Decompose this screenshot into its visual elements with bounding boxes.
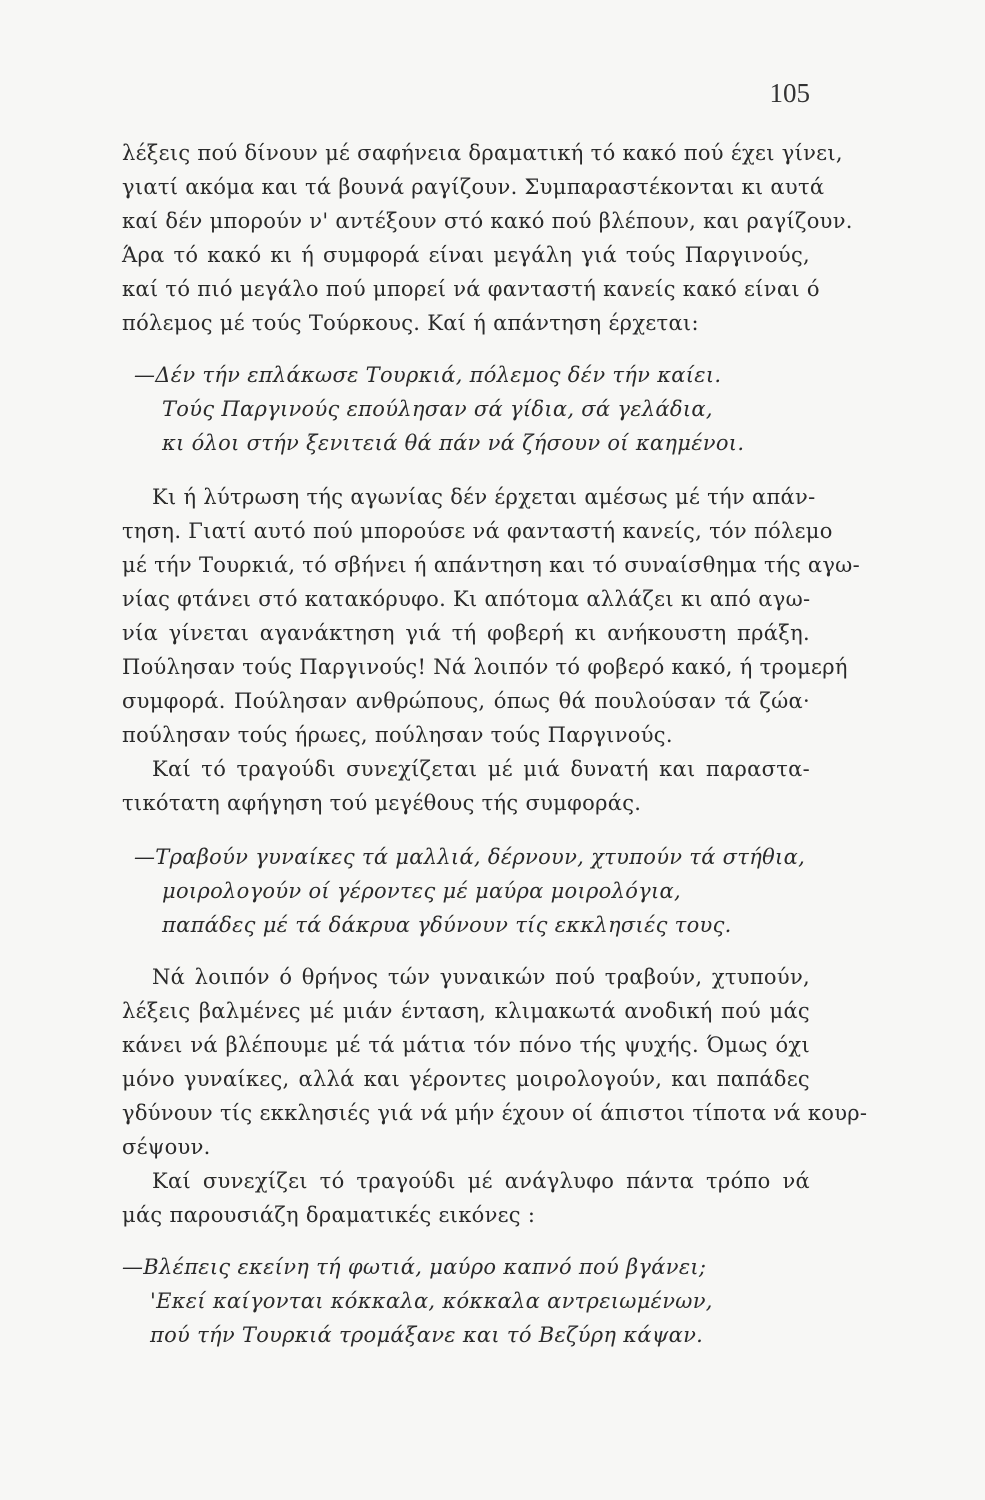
verse-line: —Τραβούν γυναίκες τά μαλλιά, δέρνουν, χτυπούν τά στήθια, [134,845,806,869]
text-line: Κι ή λύτρωση τής αγωνίας δέν έρχεται αμέσως μέ τήν απάν- [152,485,816,509]
text-line: μέ τήν Τουρκιά, τό σβήνει ή απάντηση και τό συναίσθημα τής αγω- [122,553,861,577]
text-line: πούλησαν τούς ήρωες, πούλησαν τούς Παργινούς. [122,723,673,747]
text-line: καί τό πιό μεγάλο πού μπορεί νά φανταστή κανείς κακό είναι ό [122,277,820,301]
text-line: κάνει νά βλέπουμε μέ τά μάτια τόν πόνο τής ψυχής. Όμως όχι [122,1033,810,1057]
verse-line: πού τήν Τουρκιά τρομάξανε και τό Βεζύρη κάψαν. [150,1323,704,1347]
verse-line: —Βλέπεις εκείνη τή φωτιά, μαύρο καπνό πού βγάνει; [122,1255,707,1279]
verse-line: παπάδες μέ τά δάκρυα γδύνουν τίς εκκλησιές τους. [162,913,732,937]
text-line: Πούλησαν τούς Παργινούς! Νά λοιπόν τό φοβερό κακό, ή τρομερή [122,655,848,679]
text-line: μάς παρουσιάζη δραματικές εικόνες : [122,1203,536,1227]
text-line: γδύνουν τίς εκκλησιές γιά νά μήν έχουν οί άπιστοι τίποτα νά κουρ- [122,1101,868,1125]
text-line: γιατί ακόμα και τά βουνά ραγίζουν. Συμπαραστέκονται κι αυτά [122,175,825,199]
text-line: μόνο γυναίκες, αλλά και γέροντες μοιρολογούν, και παπάδες [122,1067,810,1091]
text-line: Καί τό τραγούδι συνεχίζεται μέ μιά δυνατή και παραστα- [152,757,810,781]
text-line: τικότατη αφήγηση τού μεγέθους τής συμφοράς. [122,791,642,815]
verse-line: 'Εκεί καίγονται κόκκαλα, κόκκαλα αντρειωμένων, [150,1289,713,1313]
text-line: Νά λοιπόν ό θρήνος τών γυναικών πού τραβούν, χτυπούν, [152,965,810,989]
text-line: Καί συνεχίζει τό τραγούδι μέ ανάγλυφο πάντα τρόπο νά [152,1169,810,1193]
text-line: νίας φτάνει στό κατακόρυφο. Κι απότομα αλλάζει κι από αγω- [122,587,811,611]
verse-line: Τούς Παργινούς επούλησαν σά γίδια, σά γελάδια, [162,397,713,421]
page-number: 105 [769,78,810,108]
text-line: συμφορά. Πούλησαν ανθρώπους, όπως θά πουλούσαν τά ζώα· [122,689,810,713]
text-line: λέξεις βαλμένες μέ μιάν ένταση, κλιμακωτά ανοδική πού μάς [122,999,810,1023]
text-line: σέψουν. [122,1135,211,1159]
text-line: πόλεμος μέ τούς Τούρκους. Καί ή απάντηση έρχεται: [122,311,699,335]
text-line: λέξεις πού δίνουν μέ σαφήνεια δραματική τό κακό πού έχει γίνει, [122,141,843,165]
text-line: Άρα τό κακό κι ή συμφορά είναι μεγάλη γιά τούς Παργινούς, [122,243,810,267]
text-line: καί δέν μπορούν ν' αντέξουν στό κακό πού βλέπουν, και ραγίζουν. [122,209,853,233]
verse-line: μοιρολογούν οί γέροντες μέ μαύρα μοιρολόγια, [162,879,682,903]
text-line: τηση. Γιατί αυτό πού μπορούσε νά φανταστή κανείς, τόν πόλεμο [122,519,833,543]
verse-line: κι όλοι στήν ξενιτειά θά πάν νά ζήσουν οί καημένοι. [162,431,745,455]
text-line: νία γίνεται αγανάκτηση γιά τή φοβερή κι ανήκουστη πράξη. [122,621,810,645]
verse-line: —Δέν τήν επλάκωσε Τουρκιά, πόλεμος δέν τήν καίει. [134,363,722,387]
